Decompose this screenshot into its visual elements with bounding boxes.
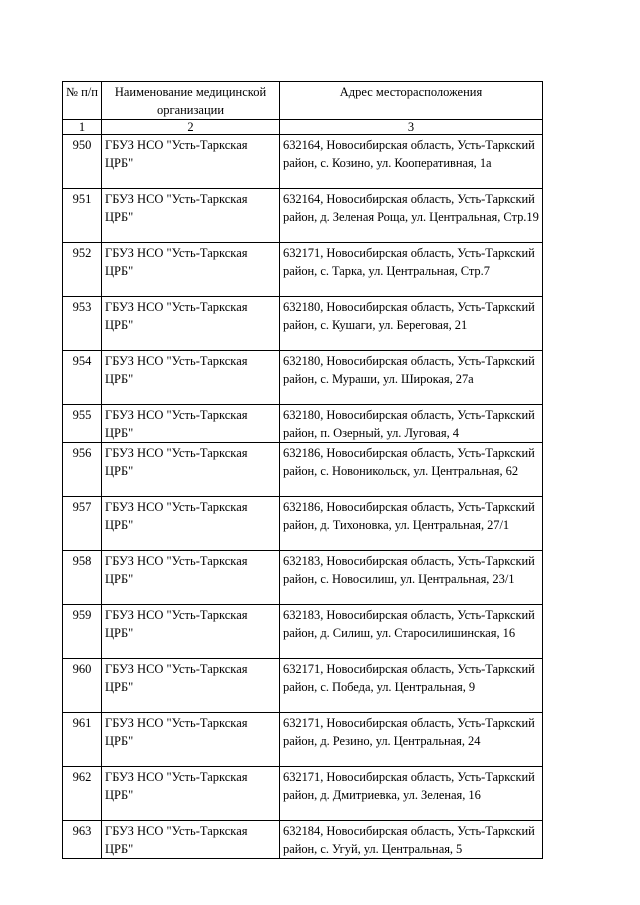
- row-organization: ГБУЗ НСО "Усть-Таркская ЦРБ": [102, 821, 280, 859]
- row-number: 958: [63, 551, 102, 605]
- row-organization: ГБУЗ НСО "Усть-Таркская ЦРБ": [102, 605, 280, 659]
- column-number-row: [63, 120, 543, 135]
- row-organization: ГБУЗ НСО "Усть-Таркская ЦРБ": [102, 297, 280, 351]
- table-row: [63, 297, 543, 351]
- header-row: [63, 82, 543, 120]
- row-number: 950: [63, 135, 102, 189]
- row-organization: ГБУЗ НСО "Усть-Таркская ЦРБ": [102, 497, 280, 551]
- row-number: 951: [63, 189, 102, 243]
- table-row: [63, 189, 543, 243]
- table-row: [63, 443, 543, 497]
- row-address: 632180, Новосибирская область, Усть-Таркский район, п. Озерный, ул. Луговая, 4: [280, 405, 543, 443]
- table-row: [63, 135, 543, 189]
- table-row: [63, 243, 543, 297]
- row-number: 961: [63, 713, 102, 767]
- row-address: 632171, Новосибирская область, Усть-Таркский район, с. Тарка, ул. Центральная, Стр.7: [280, 243, 543, 297]
- row-number: 963: [63, 821, 102, 859]
- row-organization: ГБУЗ НСО "Усть-Таркская ЦРБ": [102, 351, 280, 405]
- table-row: [63, 713, 543, 767]
- row-number: 953: [63, 297, 102, 351]
- row-organization: ГБУЗ НСО "Усть-Таркская ЦРБ": [102, 135, 280, 189]
- table-row: [63, 821, 543, 859]
- row-number: 955: [63, 405, 102, 443]
- row-address: 632171, Новосибирская область, Усть-Таркский район, д. Дмитриевка, ул. Зеленая, 16: [280, 767, 543, 821]
- column-number: 3: [280, 120, 543, 135]
- row-address: 632164, Новосибирская область, Усть-Таркский район, с. Козино, ул. Кооперативная, 1а: [280, 135, 543, 189]
- row-organization: ГБУЗ НСО "Усть-Таркская ЦРБ": [102, 189, 280, 243]
- table-row: [63, 351, 543, 405]
- row-number: 956: [63, 443, 102, 497]
- column-number: 1: [63, 120, 102, 135]
- table-row: [63, 497, 543, 551]
- row-organization: ГБУЗ НСО "Усть-Таркская ЦРБ": [102, 443, 280, 497]
- table-row: [63, 605, 543, 659]
- row-organization: ГБУЗ НСО "Усть-Таркская ЦРБ": [102, 551, 280, 605]
- row-number: 962: [63, 767, 102, 821]
- row-organization: ГБУЗ НСО "Усть-Таркская ЦРБ": [102, 405, 280, 443]
- row-organization: ГБУЗ НСО "Усть-Таркская ЦРБ": [102, 713, 280, 767]
- row-organization: ГБУЗ НСО "Усть-Таркская ЦРБ": [102, 767, 280, 821]
- row-number: 952: [63, 243, 102, 297]
- row-number: 959: [63, 605, 102, 659]
- header-address: Адрес месторасположения: [280, 82, 543, 120]
- row-address: 632180, Новосибирская область, Усть-Таркский район, с. Мураши, ул. Широкая, 27а: [280, 351, 543, 405]
- table-row: [63, 405, 543, 443]
- row-address: 632186, Новосибирская область, Усть-Таркский район, д. Тихоновка, ул. Центральная, 27/1: [280, 497, 543, 551]
- row-address: 632186, Новосибирская область, Усть-Таркский район, с. Новоникольск, ул. Центральная, 62: [280, 443, 543, 497]
- table-body: [63, 135, 543, 859]
- medical-organizations-table: [62, 81, 543, 859]
- row-organization: ГБУЗ НСО "Усть-Таркская ЦРБ": [102, 243, 280, 297]
- row-address: 632180, Новосибирская область, Усть-Таркский район, с. Кушаги, ул. Береговая, 21: [280, 297, 543, 351]
- header-organization: Наименование медицинской организации: [102, 82, 280, 120]
- row-number: 954: [63, 351, 102, 405]
- row-number: 957: [63, 497, 102, 551]
- row-organization: ГБУЗ НСО "Усть-Таркская ЦРБ": [102, 659, 280, 713]
- row-address: 632183, Новосибирская область, Усть-Таркский район, с. Новосилиш, ул. Центральная, 23/1: [280, 551, 543, 605]
- row-address: 632183, Новосибирская область, Усть-Таркский район, д. Силиш, ул. Старосилишинская, 16: [280, 605, 543, 659]
- table-row: [63, 551, 543, 605]
- row-number: 960: [63, 659, 102, 713]
- row-address: 632184, Новосибирская область, Усть-Таркский район, с. Угуй, ул. Центральная, 5: [280, 821, 543, 859]
- table-row: [63, 767, 543, 821]
- column-number: 2: [102, 120, 280, 135]
- row-address: 632164, Новосибирская область, Усть-Таркский район, д. Зеленая Роща, ул. Центральная, Стр.19: [280, 189, 543, 243]
- row-address: 632171, Новосибирская область, Усть-Таркский район, д. Резино, ул. Центральная, 24: [280, 713, 543, 767]
- header-number: № п/п: [63, 82, 102, 120]
- table-row: [63, 659, 543, 713]
- row-address: 632171, Новосибирская область, Усть-Таркский район, с. Победа, ул. Центральная, 9: [280, 659, 543, 713]
